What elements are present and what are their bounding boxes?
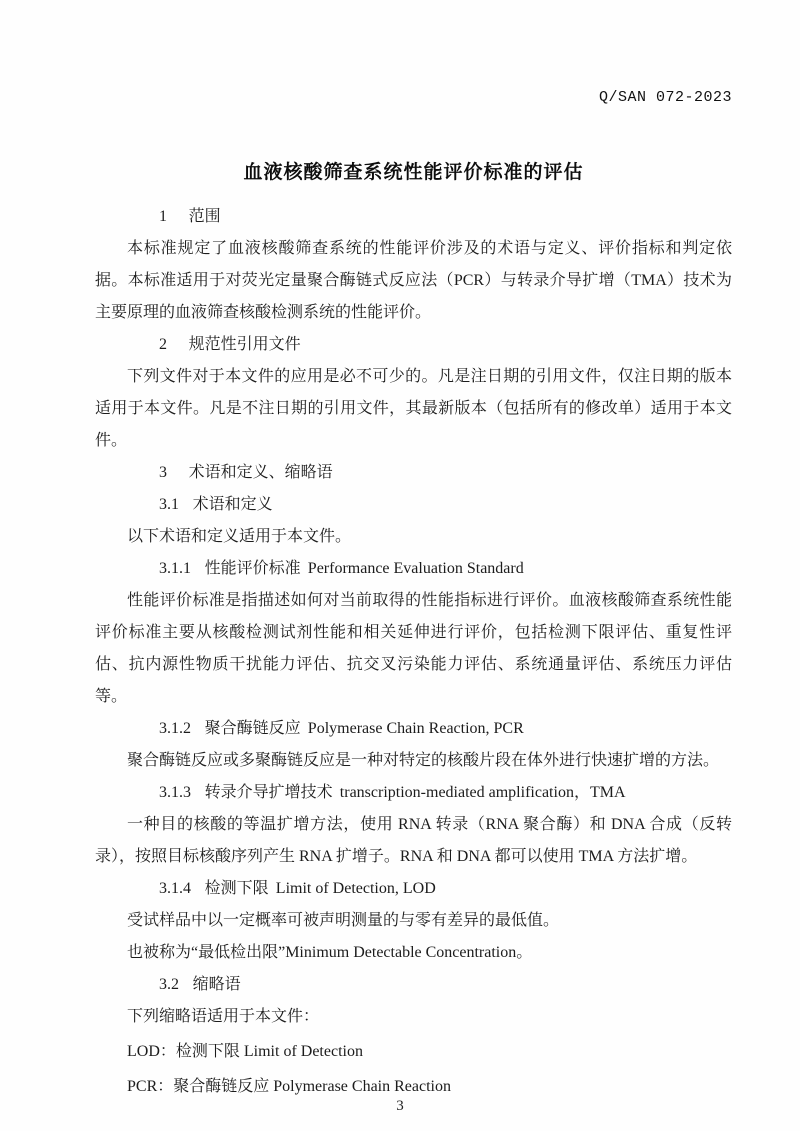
term-en: Performance Evaluation Standard xyxy=(307,560,524,577)
abbr-item-lod: LOD：检测下限 Limit of Detection xyxy=(127,1043,363,1060)
term-en: transcription-mediated amplification，TMA xyxy=(339,784,626,801)
term-3-1-1-heading xyxy=(95,553,732,585)
section-number: 3.1.1 xyxy=(159,560,191,577)
paragraph-terms-intro: 以下术语和定义适用于本文件。 xyxy=(127,528,352,545)
term-3-1-4-heading xyxy=(95,873,732,905)
term-zh: 性能评价标准 xyxy=(204,560,301,577)
term-zh: 聚合酶链反应 xyxy=(204,720,301,737)
page-number: 3 xyxy=(396,1098,404,1114)
section-3-1-heading xyxy=(95,489,732,521)
paragraph-term-3-1-4-definition: 受试样品中以一定概率可被声明测量的与零有差异的最低值。 xyxy=(127,912,560,929)
section-number: 3 xyxy=(159,464,167,481)
section-title: 规范性引用文件 xyxy=(188,336,301,353)
term-3-1-2-heading xyxy=(95,713,732,745)
paragraph-abbr-intro: 下列缩略语适用于本文件： xyxy=(127,1008,320,1025)
section-number: 3.1.3 xyxy=(159,784,191,801)
paragraph-term-3-1-2-definition: 聚合酶链反应或多聚酶链反应是一种对特定的核酸片段在体外进行快速扩增的方法。 xyxy=(127,752,720,769)
section-2-heading xyxy=(95,329,732,361)
section-title: 术语和定义 xyxy=(192,496,273,513)
paragraph-normative-references: 下列文件对于本文件的应用是必不可少的。凡是注日期的引用文件，仅注日期的版本适用于本文件。凡是不注日期的引用文件，其最新版本（包括所有的修改单）适用于本文件。 xyxy=(95,368,732,449)
paragraph-term-3-1-3-definition: 一种目的核酸的等温扩增方法，使用 RNA 转录（RNA 聚合酶）和 DNA 合成（反转录），按照目标核酸序列产生 RNA 扩增子。RNA 和 DNA 都可以使用 TMA 方法扩增。 xyxy=(95,816,732,865)
term-en: Polymerase Chain Reaction, PCR xyxy=(307,720,524,737)
document-body xyxy=(95,201,732,1103)
paragraph-term-3-1-1-definition: 性能评价标准是指描述如何对当前取得的性能指标进行评价。血液核酸筛查系统性能评价标准主要从核酸检测试剂性能和相关延伸进行评价，包括检测下限评估、重复性评估、抗内源性物质干扰能力评估、抗交叉污染能力评估、系统通量评估、系统压力评估等。 xyxy=(95,592,732,705)
section-number: 3.1 xyxy=(159,496,179,513)
section-title: 术语和定义、缩略语 xyxy=(188,464,333,481)
section-number: 3.2 xyxy=(159,976,179,993)
term-zh: 转录介导扩增技术 xyxy=(204,784,333,801)
section-title: 范围 xyxy=(188,208,221,225)
section-title: 缩略语 xyxy=(192,976,241,993)
abbr-item-pcr: PCR：聚合酶链反应 Polymerase Chain Reaction xyxy=(127,1078,451,1095)
term-en: Limit of Detection, LOD xyxy=(275,880,436,897)
page-title: 血液核酸筛查系统性能评价标准的评估 xyxy=(243,162,584,183)
section-number: 3.1.4 xyxy=(159,880,191,897)
section-1-heading xyxy=(95,201,732,233)
section-3-heading xyxy=(95,457,732,489)
term-3-1-3-heading xyxy=(95,777,732,809)
section-number: 3.1.2 xyxy=(159,720,191,737)
section-number: 2 xyxy=(159,336,167,353)
term-zh: 检测下限 xyxy=(204,880,269,897)
section-3-2-heading xyxy=(95,969,732,1001)
document-code: Q/SAN 072-2023 xyxy=(598,89,732,106)
section-number: 1 xyxy=(159,208,167,225)
paragraph-term-3-1-4-alias: 也被称为“最低检出限”Minimum Detectable Concentration。 xyxy=(127,944,533,961)
paragraph-scope: 本标准规定了血液核酸筛查系统的性能评价涉及的术语与定义、评价指标和判定依据。本标准适用于对荧光定量聚合酶链式反应法（PCR）与转录介导扩增（TMA）技术为主要原理的血液筛查核酸检测系统的性能评价。 xyxy=(95,240,732,321)
